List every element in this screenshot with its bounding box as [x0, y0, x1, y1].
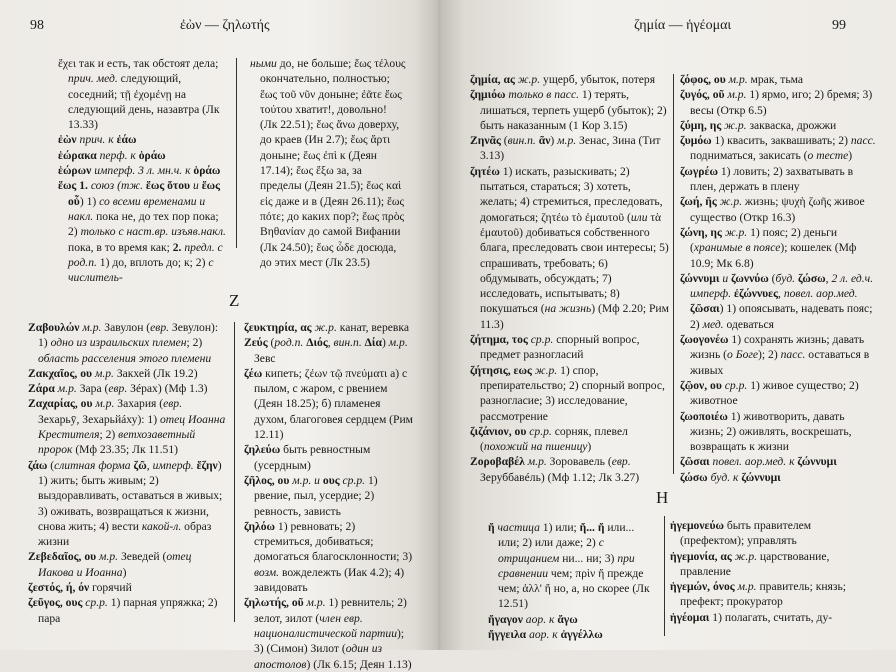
- dictionary-entry: ными до, не больше; ἕως τέλους окончательно, полностью; ἕως τοῦ νῦν доныне; ἐᾶτε ἕως τούτου хватит!, довольно! (Лк 22.51); ἕως ἄνω доверху, до краев (Ин 2.7); ἕως ἄρτι доныне; ἕως ἐπὶ к (Деян 17.14); ἕως ἔξω за, за пределы (Деян 21.5); ἕως καὶ εἰς даже и в (Деян 26.11); ἕως πότε; до каких пор?; ἕως πρὸς Βηθανίαν до самой Вифании (Лк 24.50); ἕως ὧδε досюда, до этих мест (Лк 23.5): [250, 57, 406, 269]
- dictionary-entry: ζημιόω только в пасс. 1) терять, лишаться, терпеть ущерб (убыток); 2) быть наказанным (1 Кор 3.15): [470, 88, 667, 132]
- right-top-col1: [470, 72, 670, 485]
- dictionary-entry: ἑώρων имперф. 3 л. мн.ч. к ὁράω: [58, 164, 221, 178]
- left-bottom-col2: [244, 320, 414, 672]
- dictionary-entry: ζώνη, ης ж.р. 1) пояс; 2) деньги (хранимые в поясе); кошелек (Мф 10.9; Мк 6.8): [680, 225, 857, 270]
- dictionary-entry: Ζαβουλών м.р. Завулон (евр. Зевулон): 1) одно из израильских племен; 2) область расселения этого племени: [28, 321, 219, 365]
- dictionary-entry: ἤγαγον аор. к ἄγω: [488, 612, 578, 626]
- right-bottom-col2: [670, 518, 874, 625]
- section-letter-h: H: [656, 488, 669, 507]
- dictionary-entry: ζῆλος, ου м.р. и ους ср.р. 1) рвение, пыл, усердие; 2) ревность, зависть: [244, 473, 378, 518]
- dictionary-entry: ζεῦγος, ους ср.р. 1) парная упряжка; 2) пара: [28, 596, 218, 625]
- left-running-head: ἐὼν — ζηλωτής: [180, 18, 270, 33]
- left-top-col2: [250, 56, 406, 270]
- right-page-number: 99: [832, 18, 846, 33]
- column-divider: [664, 516, 665, 636]
- dictionary-entry: ἔχει так и есть, так обстоят дела; прич. мед. следующий, соседний; τῇ ἐχομένῃ на следующий день, назавтра (Лк 13.33): [58, 57, 220, 132]
- dictionary-entry: ἤγγειλα аор. к ἀγγέλλω: [488, 628, 603, 642]
- dictionary-entry: ζωοποιέω 1) животворить, давать жизнь; 2) оживлять, воскрешать, возвращать к жизни: [680, 409, 852, 454]
- dictionary-entry: ἑώρακα перф. к ὁράω: [58, 148, 166, 162]
- dictionary-entry: ζυμόω 1) квасить, заквашивать; 2) пасс. подниматься, закисать (о тесте): [680, 134, 876, 163]
- dictionary-entry: ζημία, ας ж.р. ущерб, убыток, потеря: [470, 73, 656, 86]
- dictionary-entry: ζιζάνιον, ου ср.р. сорняк, плевел (похожий на пшеницу): [470, 424, 628, 454]
- dictionary-entry: ζωγρέω 1) ловить; 2) захватывать в плен, держать в плену: [680, 164, 854, 194]
- dictionary-entry: ζόφος, ου м.р. мрак, тьма: [680, 73, 804, 86]
- dictionary-entry: ἡγεμών, όνος м.р. правитель; князь; префект; прокуратор: [670, 580, 846, 609]
- dictionary-entry: ζῷον, ου ср.р. 1) живое существо; 2) животное: [680, 378, 859, 408]
- dictionary-entry: ζήτημα, τος ср.р. спорный вопрос, предмет разногласий: [470, 333, 640, 362]
- dictionary-entry: ζώσω буд. к ζώννυμι: [680, 470, 781, 484]
- right-bottom-col1: [488, 520, 656, 642]
- dictionary-entry: ζευκτηρία, ας ж.р. канат, веревка: [244, 321, 409, 334]
- left-page-number: 98: [30, 18, 44, 33]
- dictionary-entry: ζεστός, ή, όν горячий: [28, 581, 132, 595]
- dictionary-entry: Ζαχαρίας, ου м.р. Захария (евр. Зехарьӯ, Зехарьйáху): 1) отец Иоанна Крестителя; 2) ветхозаветный пророк (Мф 23.35; Лк 11.51): [28, 397, 226, 457]
- dictionary-entry: ἡγεμονεύω быть правителем (префектом); управлять: [670, 519, 812, 548]
- dictionary-entry: ἐὼν прич. к ἐάω: [58, 133, 137, 147]
- dictionary-entry: ἤ частица 1) или; ἤ... ἤ или... или; 2) или даже; 2) с отрицанием ни... ни; 3) при сравнении чем; πρὶν ἤ прежде чем; ἀλλ' ἤ но, а, но скорее (Лк 12.51): [488, 521, 650, 611]
- right-page: [438, 0, 896, 650]
- column-divider: [234, 322, 235, 622]
- dictionary-entry: ζητέω 1) искать, разыскивать; 2) пытаться, стараться; 3) хотеть, желать; 4) стремиться, преследовать, домогаться; ζητέω τὸ ἐμαυτοῦ (или τὰ ἐμαυτοῦ) добиваться собственного блага, преследовать свои интересы; 5) спрашивать, требовать; 6) обдумывать, обсуждать; 7) исследовать, испытывать; 8) покушаться (на жизнь) (Мф 2.20; Рим 11.3): [470, 164, 669, 331]
- dictionary-entry: ζηλωτής, οῦ м.р. 1) ревнитель; 2) зелот, зилот (член евр. националистической партии); 3) (Симон) Зилот (один из апостолов) (Лк 6.15; Деян 1.13): [244, 596, 412, 671]
- dictionary-entry: ἡγεμονία, ας ж.р. царствование, правление: [670, 549, 830, 578]
- dictionary-entry: ζηλεύω быть ревностным (усердным): [244, 443, 371, 472]
- dictionary-entry: Ζάρα м.р. Зара (евр. Зéрах) (Мф 1.3): [28, 382, 208, 396]
- column-divider: [673, 74, 674, 474]
- left-page: [0, 0, 438, 671]
- dictionary-entry: Ζηνᾶς (вин.п. ᾶν) м.р. Зенас, Зина (Тит 3.13): [470, 134, 661, 163]
- dictionary-entry: Ζακχαῖος, ου м.р. Закхей (Лк 19.2): [28, 366, 198, 380]
- dictionary-entry: Ζεβεδαῖος, ου м.р. Зеведей (отец Иакова и Иоанна): [28, 550, 192, 579]
- right-running-head: ζημία — ἡγέομαι: [634, 18, 732, 33]
- dictionary-entry: ζώννυμι и ζωννύω (буд. ζώσω, 2 л. ед.ч. имперф. ἐζώννυες, повел. аор.мед. ζῶσαι) 1) опоясывать, надевать пояс; 2) мед. одеваться: [680, 271, 874, 331]
- dictionary-entry: ζάω (слитная форма ζῶ, имперф. ἔζην) 1) жить; быть живым; 2) выздоравливать, оставаться в живых; 3) оживать, возвращаться к жизни, снова жить; 4) вести какой-л. образ жизни: [28, 458, 223, 549]
- dictionary-entry: ζωή, ῆς ж.р. жизнь; ψυχὴ ζωῆς живое существо (Откр 16.3): [680, 195, 865, 224]
- dictionary-entry: ζέω кипеть; ζέων τῷ πνεύματι а) с пылом, с жаром, с рвением (Деян 18.25); б) пламенея духом, благоговея сердцем (Рим 12.11): [244, 366, 414, 442]
- column-divider: [236, 58, 237, 248]
- dictionary-entry: ζήτησις, εως ж.р. 1) спор, препирательство; 2) спорный вопрос, разногласие; 3) исследование, рассмотрение: [470, 363, 665, 423]
- dictionary-entry: Ζεύς (род.п. Διός, вин.п. Δία) м.р. Зевс: [244, 336, 408, 365]
- dictionary-entry: ἕως 1. союз (тж. ἕως ὅτου и ἕως οὗ) 1) со всеми временами и накл. пока не, до тех пор пока; 2) только с наст.вр. изъяв.накл. пока, в то время как; 2. предл. с род.п. 1) до, вплоть до; к; 2) с числитель-: [58, 179, 226, 285]
- dictionary-entry: ἡγέομαι 1) полагать, считать, ду-: [670, 610, 833, 624]
- dictionary-entry: Ζοροβαβέλ м.р. Зоровавель (евр. Зеруббавéль) (Мф 1.12; Лк 3.27): [470, 455, 640, 484]
- dictionary-entry: ζηλόω 1) ревновать; 2) стремиться, добиваться; домогаться благосклонности; 3) возм. вождележть (Иак 4.2); 4) завидовать: [244, 519, 413, 595]
- dictionary-entry: ζύμη, ης ж.р. закваска, дрожжи: [680, 118, 837, 132]
- left-bottom-col1: [28, 320, 226, 626]
- right-top-col2: [680, 72, 876, 485]
- dictionary-entry: ζῶσαι повел. аор.мед. к ζώννυμι: [680, 455, 837, 469]
- dictionary-entry: ζυγός, οῦ м.р. 1) ярмо, иго; 2) бремя; 3) весы (Откр 6.5): [680, 88, 873, 117]
- left-top-col1: [58, 56, 230, 285]
- section-letter-z: Z: [229, 291, 240, 310]
- dictionary-entry: ζωογονέω 1) сохранять жизнь; давать жизнь (о Боге); 2) пасс. оставаться в живых: [680, 333, 870, 377]
